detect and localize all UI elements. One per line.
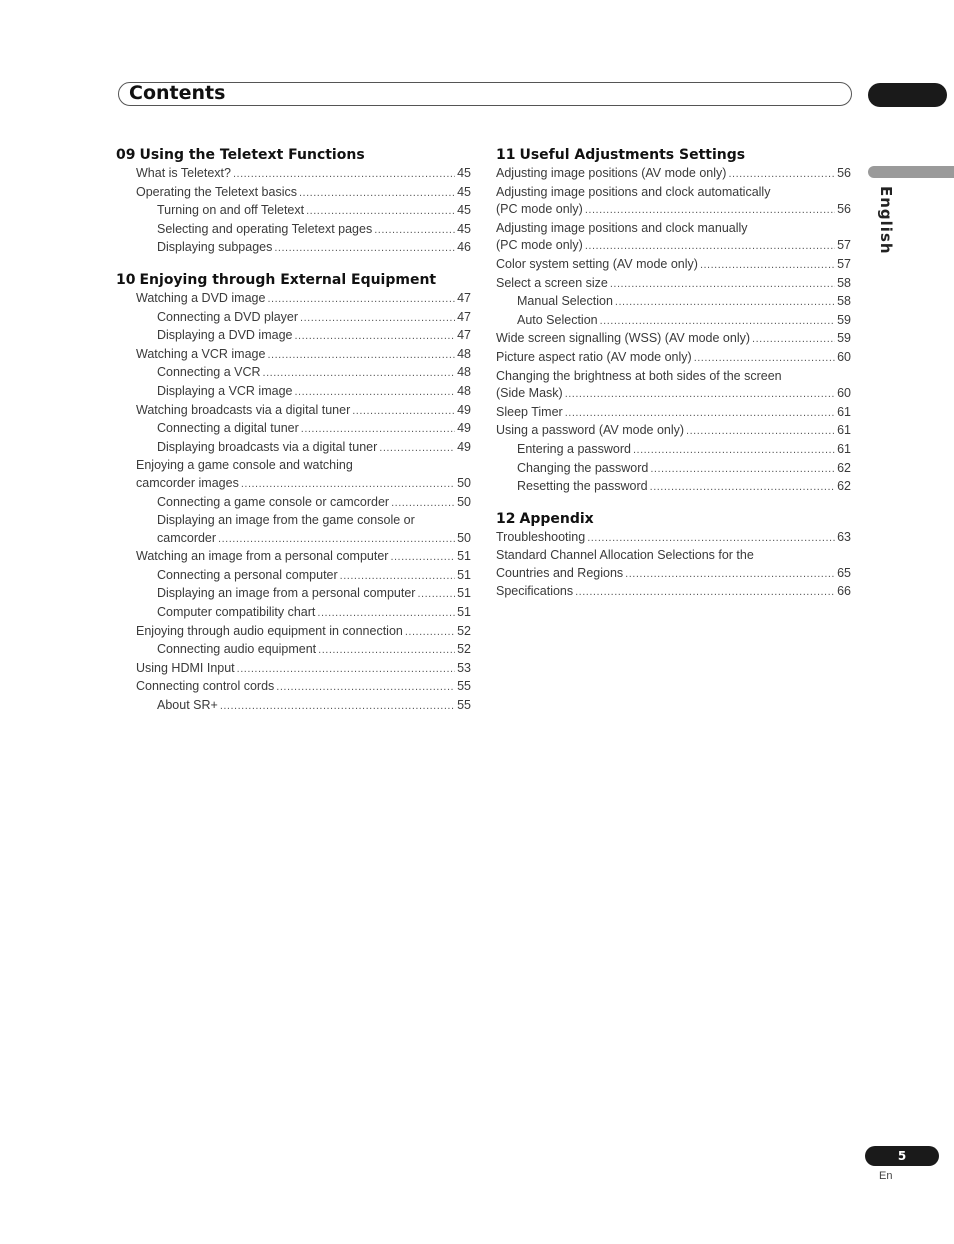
toc-entry[interactable] xyxy=(157,697,471,716)
toc-page-number: 62 xyxy=(837,479,851,494)
toc-page-number: 58 xyxy=(837,294,851,309)
toc-section xyxy=(496,509,851,602)
toc-entry-line xyxy=(496,422,851,441)
toc-entry-line xyxy=(136,548,471,567)
toc-entry[interactable] xyxy=(136,402,471,421)
toc-entry-line xyxy=(157,420,471,439)
dot-leader xyxy=(374,222,455,240)
toc-entry-text: Connecting a personal computer xyxy=(157,567,338,582)
toc-entry-text: Wide screen signalling (WSS) (AV mode only) xyxy=(496,331,751,346)
toc-entry-line xyxy=(136,623,471,642)
toc-entry-text: Using HDMI Input xyxy=(136,660,235,675)
dot-leader xyxy=(700,257,835,275)
toc-entry-line xyxy=(496,256,851,275)
toc-entry-text: camcorder images xyxy=(136,475,239,490)
toc-entry-text: Manual Selection xyxy=(517,294,613,309)
toc-entry[interactable] xyxy=(136,290,471,309)
toc-page-number: 45 xyxy=(457,203,471,218)
toc-page-number: 57 xyxy=(837,238,851,253)
toc-entry-text: Enjoying through audio equipment in connection xyxy=(136,623,403,638)
toc-entry[interactable] xyxy=(136,184,471,203)
toc-entry-line xyxy=(157,221,471,240)
toc-entry[interactable] xyxy=(157,202,471,221)
toc-entry-text: Countries and Regions xyxy=(496,565,624,580)
dot-leader xyxy=(752,331,835,349)
toc-page-number: 55 xyxy=(457,679,471,694)
dot-leader xyxy=(317,605,455,623)
toc-left-column xyxy=(116,145,471,728)
toc-entry[interactable] xyxy=(157,439,471,458)
toc-entry-text: Connecting control cords xyxy=(136,679,275,694)
section-heading xyxy=(496,145,851,165)
toc-entry-line xyxy=(136,457,471,475)
toc-entry[interactable] xyxy=(136,623,471,642)
toc-entry[interactable] xyxy=(496,184,851,220)
toc-entry-text: Watching broadcasts via a digital tuner xyxy=(136,402,351,417)
dot-leader xyxy=(218,531,455,549)
toc-section xyxy=(116,145,471,258)
toc-entry-line xyxy=(157,530,471,549)
toc-entry-line xyxy=(517,478,851,497)
toc-entry[interactable] xyxy=(136,346,471,365)
section-number: 09 xyxy=(116,147,136,163)
toc-entry-text: Picture aspect ratio (AV mode only) xyxy=(496,349,692,364)
toc-entry[interactable] xyxy=(136,457,471,493)
toc-entry-line xyxy=(136,346,471,365)
section-heading xyxy=(116,270,471,290)
toc-entry[interactable] xyxy=(496,165,851,184)
toc-entry-line xyxy=(496,349,851,368)
toc-entry-line xyxy=(157,239,471,258)
dot-leader xyxy=(274,240,455,258)
toc-entry[interactable] xyxy=(517,478,851,497)
dot-leader xyxy=(237,661,455,679)
toc-page-number: 52 xyxy=(457,623,471,638)
toc-page-number: 46 xyxy=(457,240,471,255)
toc-page-number: 59 xyxy=(837,312,851,327)
dot-leader xyxy=(340,568,455,586)
toc-page-number: 56 xyxy=(837,202,851,217)
toc-entry-line xyxy=(136,402,471,421)
toc-entry-line xyxy=(157,309,471,328)
toc-page-number: 48 xyxy=(457,365,471,380)
toc-entry-text: Displaying a DVD image xyxy=(157,328,293,343)
toc-entry-line xyxy=(496,529,851,548)
dot-leader xyxy=(417,586,455,604)
toc-entry-line xyxy=(157,567,471,586)
toc-entry-line xyxy=(157,604,471,623)
dot-leader xyxy=(686,423,835,441)
toc-entry-line xyxy=(496,565,851,584)
toc-entry-line xyxy=(157,202,471,221)
toc-entry-text: Adjusting image positions and clock manually xyxy=(496,220,748,235)
toc-entry[interactable] xyxy=(496,330,851,349)
toc-page-number: 51 xyxy=(457,549,471,564)
toc-page-number: 53 xyxy=(457,660,471,675)
toc-entry-text: About SR+ xyxy=(157,698,218,713)
toc-entry-line xyxy=(157,641,471,660)
dot-leader xyxy=(600,313,835,331)
toc-entry[interactable] xyxy=(517,293,851,312)
toc-page-number: 45 xyxy=(457,221,471,236)
toc-entry-line xyxy=(496,184,851,202)
toc-entry-line xyxy=(157,585,471,604)
page-language-code: En xyxy=(879,1170,893,1182)
toc-entry-text: Computer compatibility chart xyxy=(157,605,316,620)
toc-page-number: 56 xyxy=(837,166,851,180)
dot-leader xyxy=(300,310,455,328)
toc-page-number: 51 xyxy=(457,567,471,582)
dot-leader xyxy=(585,202,835,220)
toc-entry[interactable] xyxy=(157,309,471,328)
toc-entry-line xyxy=(136,184,471,203)
dot-leader xyxy=(390,549,455,567)
dot-leader xyxy=(587,530,835,548)
dot-leader xyxy=(405,624,455,642)
toc-entry[interactable] xyxy=(136,165,471,184)
toc-entry[interactable] xyxy=(496,422,851,441)
toc-entry-text: Displaying an image from a personal computer xyxy=(157,586,416,601)
title-decoration-pill xyxy=(868,83,947,107)
toc-entry-text: Connecting a game console or camcorder xyxy=(157,494,390,509)
toc-entry[interactable] xyxy=(496,349,851,368)
toc-entry-text: Displaying broadcasts via a digital tuner xyxy=(157,439,378,454)
section-title: Appendix xyxy=(519,510,594,527)
dot-leader xyxy=(241,476,455,494)
toc-page-number: 50 xyxy=(457,530,471,545)
section-heading xyxy=(116,145,471,165)
toc-entry-line xyxy=(157,697,471,716)
toc-page-number: 61 xyxy=(837,441,851,456)
toc-entry-text: Adjusting image positions and clock automatically xyxy=(496,184,771,199)
dot-leader xyxy=(294,328,455,346)
toc-page-number: 62 xyxy=(837,460,851,475)
toc-entry-line xyxy=(157,439,471,458)
toc-entry-line xyxy=(496,368,851,386)
toc-entry-text: Connecting a DVD player xyxy=(157,309,299,324)
toc-entry-text: Connecting audio equipment xyxy=(157,642,317,657)
toc-entry-text: Connecting a digital tuner xyxy=(157,421,299,436)
toc-entry-line xyxy=(136,678,471,697)
section-number: 10 xyxy=(116,271,136,288)
toc-entry-text: Displaying subpages xyxy=(157,240,273,255)
toc-entry[interactable] xyxy=(157,512,471,548)
toc-entry[interactable] xyxy=(136,678,471,697)
toc-entry-text: Standard Channel Allocation Selections for the xyxy=(496,548,754,563)
toc-entry-text: Operating the Teletext basics xyxy=(136,184,297,199)
toc-entry[interactable] xyxy=(157,364,471,383)
toc-page-number: 51 xyxy=(457,586,471,601)
dot-leader xyxy=(625,566,835,584)
toc-entry-line xyxy=(136,165,471,184)
toc-page-number: 47 xyxy=(457,309,471,324)
toc-entry[interactable] xyxy=(157,604,471,623)
toc-right-column xyxy=(496,145,851,614)
toc-entry-text: Color system setting (AV mode only) xyxy=(496,256,698,271)
toc-entry-text: Displaying a VCR image xyxy=(157,383,293,398)
toc-entry[interactable] xyxy=(157,641,471,660)
dot-leader xyxy=(565,405,835,423)
toc-page-number: 66 xyxy=(837,584,851,599)
toc-entry-line xyxy=(517,293,851,312)
toc-entry-line xyxy=(496,165,851,184)
toc-entry[interactable] xyxy=(496,220,851,256)
toc-entry-text: Entering a password xyxy=(517,441,631,456)
toc-page-number: 45 xyxy=(457,166,471,180)
toc-page-number: 52 xyxy=(457,642,471,657)
toc-entry[interactable] xyxy=(496,547,851,583)
toc-entry-text: Changing the password xyxy=(517,460,649,475)
toc-entry-line xyxy=(496,275,851,294)
toc-entry-text: Select a screen size xyxy=(496,275,608,290)
toc-page-number: 49 xyxy=(457,421,471,436)
contents-title-bar xyxy=(118,82,852,106)
toc-entry-line xyxy=(517,312,851,331)
toc-entry[interactable] xyxy=(496,368,851,404)
toc-entry-text: Specifications xyxy=(496,584,574,599)
toc-entry[interactable] xyxy=(517,441,851,460)
toc-entry-text: (Side Mask) xyxy=(496,386,563,401)
dot-leader xyxy=(615,294,835,312)
toc-entry-line xyxy=(496,385,851,404)
toc-page-number: 49 xyxy=(457,402,471,417)
dot-leader xyxy=(263,365,456,383)
toc-entry-text: Sleep Timer xyxy=(496,404,563,419)
toc-entry-line xyxy=(496,583,851,602)
toc-entry[interactable] xyxy=(157,494,471,513)
dot-leader xyxy=(650,479,835,497)
toc-entry-line xyxy=(157,364,471,383)
dot-leader xyxy=(267,347,455,365)
toc-entry-text: Changing the brightness at both sides of the screen xyxy=(496,368,782,383)
toc-page-number: 48 xyxy=(457,346,471,361)
dot-leader xyxy=(565,386,835,404)
dot-leader xyxy=(352,403,455,421)
toc-entry-line xyxy=(517,460,851,479)
toc-entry-text: Connecting a VCR xyxy=(157,365,261,380)
toc-page-number: 48 xyxy=(457,383,471,398)
toc-entry[interactable] xyxy=(496,275,851,294)
toc-page-number: 60 xyxy=(837,386,851,401)
toc-entry-text: (PC mode only) xyxy=(496,238,583,253)
toc-page-number: 57 xyxy=(837,256,851,271)
toc-page-number: 58 xyxy=(837,275,851,290)
toc-entry[interactable] xyxy=(157,327,471,346)
toc-entry-text: What is Teletext? xyxy=(136,166,231,180)
section-number: 12 xyxy=(496,510,516,527)
toc-entry-line xyxy=(496,547,851,565)
section-title: Useful Adjustments Settings xyxy=(519,147,746,163)
toc-entry-text: Selecting and operating Teletext pages xyxy=(157,221,373,236)
dot-leader xyxy=(585,238,835,256)
toc-section xyxy=(496,145,851,497)
toc-page-number: 51 xyxy=(457,605,471,620)
toc-entry[interactable] xyxy=(136,660,471,679)
toc-page-number: 47 xyxy=(457,328,471,343)
section-heading xyxy=(496,509,851,529)
toc-entry-line xyxy=(136,660,471,679)
dot-leader xyxy=(276,679,455,697)
toc-page-number: 47 xyxy=(457,290,471,305)
dot-leader xyxy=(633,442,835,460)
toc-page-number: 50 xyxy=(457,475,471,490)
dot-leader xyxy=(318,642,455,660)
dot-leader xyxy=(294,384,455,402)
toc-entry-text: Watching an image from a personal computer xyxy=(136,549,389,564)
toc-entry-line xyxy=(157,512,471,530)
toc-entry[interactable] xyxy=(496,404,851,423)
language-label: English xyxy=(877,186,895,255)
toc-page-number: 65 xyxy=(837,565,851,580)
toc-entry-text: Adjusting image positions (AV mode only) xyxy=(496,166,727,180)
dot-leader xyxy=(379,440,455,458)
toc-entry[interactable] xyxy=(136,548,471,567)
dot-leader xyxy=(694,350,835,368)
page-number-badge: 5 xyxy=(865,1146,939,1166)
dot-leader xyxy=(610,276,835,294)
toc-entry-text: Enjoying a game console and watching xyxy=(136,458,353,473)
toc-entry-line xyxy=(496,220,851,238)
toc-entry-text: Watching a VCR image xyxy=(136,346,266,361)
toc-entry-line xyxy=(496,330,851,349)
toc-entry-text: Auto Selection xyxy=(517,312,598,327)
toc-entry[interactable] xyxy=(157,567,471,586)
toc-entry[interactable] xyxy=(517,312,851,331)
toc-entry-line xyxy=(157,494,471,513)
toc-entry[interactable] xyxy=(157,585,471,604)
dot-leader xyxy=(267,291,455,309)
toc-entry-line xyxy=(496,237,851,256)
toc-entry-text: Displaying an image from the game console or xyxy=(157,513,415,528)
dot-leader xyxy=(391,495,455,513)
toc-page-number: 45 xyxy=(457,184,471,199)
toc-entry-text: Troubleshooting xyxy=(496,529,586,544)
toc-entry[interactable] xyxy=(517,460,851,479)
toc-entry-text: Using a password (AV mode only) xyxy=(496,423,685,438)
dot-leader xyxy=(233,166,455,184)
toc-section xyxy=(116,270,471,716)
toc-page-number: 61 xyxy=(837,423,851,438)
toc-entry-text: Turning on and off Teletext xyxy=(157,203,305,218)
dot-leader xyxy=(220,698,455,716)
toc-entry-text: camcorder xyxy=(157,530,217,545)
toc-entry-line xyxy=(496,201,851,220)
toc-page-number: 50 xyxy=(457,494,471,509)
section-number: 11 xyxy=(496,147,516,163)
dot-leader xyxy=(728,166,835,184)
toc-entry-text: Resetting the password xyxy=(517,479,648,494)
toc-entry-line xyxy=(496,404,851,423)
page-title: Contents xyxy=(129,82,226,104)
section-title: Enjoying through External Equipment xyxy=(139,271,437,288)
toc-page-number: 59 xyxy=(837,331,851,346)
toc-page-number: 60 xyxy=(837,349,851,364)
toc-page-number: 63 xyxy=(837,529,851,544)
toc-entry[interactable] xyxy=(496,256,851,275)
toc-page-number: 61 xyxy=(837,404,851,419)
dot-leader xyxy=(306,203,455,221)
toc-page-number: 49 xyxy=(457,439,471,454)
toc-entry-line xyxy=(157,383,471,402)
dot-leader xyxy=(575,584,835,602)
toc-entry[interactable] xyxy=(157,383,471,402)
toc-page-number: 55 xyxy=(457,698,471,713)
section-title: Using the Teletext Functions xyxy=(139,147,365,163)
toc-entry-text: (PC mode only) xyxy=(496,202,583,217)
toc-entry[interactable] xyxy=(157,221,471,240)
dot-leader xyxy=(301,421,455,439)
toc-entry-text: Watching a DVD image xyxy=(136,290,266,305)
toc-entry[interactable] xyxy=(157,239,471,258)
toc-entry-line xyxy=(157,327,471,346)
toc-entry-line xyxy=(517,441,851,460)
toc-entry[interactable] xyxy=(496,529,851,548)
dot-leader xyxy=(650,461,835,479)
dot-leader xyxy=(299,185,455,203)
toc-entry[interactable] xyxy=(496,583,851,602)
toc-entry[interactable] xyxy=(157,420,471,439)
toc-entry-line xyxy=(136,475,471,494)
toc-entry-line xyxy=(136,290,471,309)
language-tab-bar xyxy=(868,166,954,178)
